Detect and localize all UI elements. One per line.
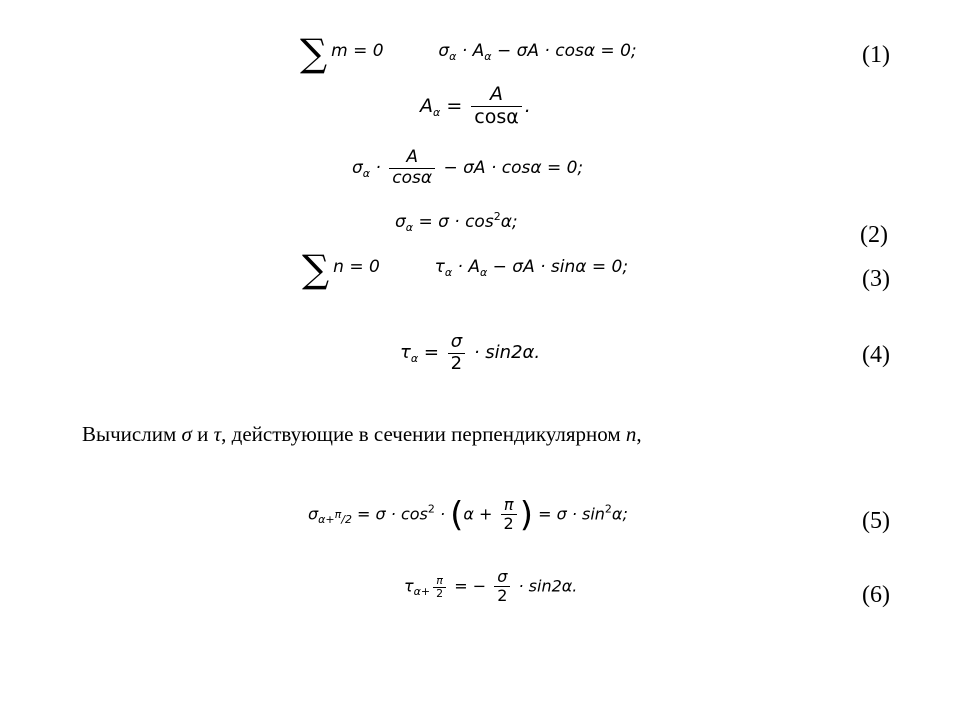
equation-2 xyxy=(395,210,518,234)
eq6-fraction xyxy=(494,568,510,606)
eq6-num: σ xyxy=(494,568,510,587)
eq5-mid: = σ · cos xyxy=(357,504,428,524)
eq5-den: 2 xyxy=(503,514,514,534)
eq3-a-sub: α xyxy=(479,266,488,279)
eq1b-num: A xyxy=(471,84,522,107)
eq3-tau-sub: α xyxy=(444,266,453,279)
eq1c-dot: · xyxy=(375,158,381,179)
eq1-tail: − σA · cosα = 0; xyxy=(496,41,637,61)
equation-number-1: (1) xyxy=(862,42,890,68)
eq2-tail: α; xyxy=(500,212,518,232)
eq6-sub-alpha: α+ xyxy=(413,585,431,599)
eq4-sub: α xyxy=(410,352,419,366)
eq4-tail: · sin2α. xyxy=(473,342,541,364)
equation-number-2: (2) xyxy=(860,222,888,248)
eq5-sub xyxy=(318,508,352,527)
equation-5 xyxy=(308,496,628,534)
para-text-3: , xyxy=(636,422,642,446)
left-paren: ( xyxy=(450,494,464,535)
eq5-sub-slash: /2 xyxy=(341,513,352,527)
eq2-lhs: σ xyxy=(395,212,406,232)
eq1c-lhs: σ xyxy=(352,158,363,179)
eq4-num: σ xyxy=(448,332,465,354)
eq5-fraction xyxy=(501,496,517,534)
eq6-equals: = − xyxy=(454,576,487,596)
para-text-2: , действующие в сечении перпендикулярном xyxy=(221,422,626,446)
sum-symbol-2: ∑ xyxy=(302,247,330,291)
eq3-tau: τ xyxy=(434,257,445,277)
eq1b-fraction xyxy=(471,84,522,129)
eq1-a-sub: α xyxy=(484,50,492,63)
eq3-tail: − σA · sinα = 0; xyxy=(492,257,629,277)
eq1-body: · A xyxy=(461,41,485,61)
equation-4 xyxy=(400,332,540,374)
eq6-den: 2 xyxy=(497,586,508,606)
eq6-sub-fraction xyxy=(433,575,446,601)
eq2-mid: = σ · cos xyxy=(418,212,494,232)
eq1c-tail: − σA · cosα = 0; xyxy=(443,158,584,179)
eq2-sub: α xyxy=(405,221,414,234)
para-text-1: Вычислим xyxy=(82,422,182,446)
equation-number-5: (5) xyxy=(862,508,890,534)
eq1b-den: cosα xyxy=(474,105,519,128)
body-paragraph xyxy=(82,422,642,447)
eq4-den: 2 xyxy=(450,352,463,374)
eq1c-fraction xyxy=(389,148,435,188)
equation-6 xyxy=(404,568,577,606)
eq3-sum-condition: n = 0 xyxy=(333,257,380,277)
eq2-sup: 2 xyxy=(493,210,501,223)
eq5-num: π xyxy=(501,496,517,515)
para-n: n xyxy=(625,422,637,446)
eq1c-sub: α xyxy=(362,167,371,181)
eq6-sub xyxy=(413,573,449,601)
equation-number-6: (6) xyxy=(862,582,890,608)
para-and: и xyxy=(191,422,214,446)
eq5-alpha-plus: α + xyxy=(463,504,493,524)
eq5-tail: = σ · sin xyxy=(538,504,605,524)
eq1b-sub: α xyxy=(433,105,441,119)
eq1-sum-condition: m = 0 xyxy=(331,41,384,61)
para-tau: τ xyxy=(213,422,222,446)
eq1c-num: A xyxy=(389,148,435,169)
equation-area xyxy=(420,84,531,129)
equation-number-4: (4) xyxy=(862,342,890,368)
eq5-sub-alpha: α+ xyxy=(318,513,335,527)
eq5-sup: 2 xyxy=(427,502,435,516)
equation-substituted xyxy=(352,148,583,188)
equation-1 xyxy=(300,31,637,75)
eq1b-lhs: A xyxy=(420,94,433,117)
eq1b-equals: = xyxy=(446,94,463,117)
eq5-tail2: α; xyxy=(611,504,628,524)
eq6-lhs: τ xyxy=(404,576,414,596)
eq5-lhs: σ xyxy=(308,504,319,524)
eq3-body: · A xyxy=(457,257,480,277)
eq1c-den: cosα xyxy=(392,167,433,188)
equation-number-3: (3) xyxy=(862,266,890,292)
eq6-sub-num: π xyxy=(433,575,446,589)
eq6-sub-den: 2 xyxy=(436,587,444,601)
eq6-tail: · sin2α. xyxy=(518,576,578,596)
eq5-sup2: 2 xyxy=(604,502,612,516)
eq4-fraction xyxy=(448,332,465,374)
eq1-sigma: σ xyxy=(438,41,450,61)
eq1-sigma-sub: α xyxy=(449,50,457,63)
equation-3 xyxy=(302,247,629,291)
para-sigma: σ xyxy=(181,422,192,446)
sum-symbol: ∑ xyxy=(300,31,328,75)
eq1b-tail: . xyxy=(524,94,531,117)
eq5-dot: · xyxy=(439,504,446,524)
right-paren: ) xyxy=(519,494,533,535)
eq5-sub-pi: π xyxy=(334,508,342,522)
eq4-equals: = xyxy=(423,342,439,364)
eq4-lhs: τ xyxy=(400,342,411,364)
